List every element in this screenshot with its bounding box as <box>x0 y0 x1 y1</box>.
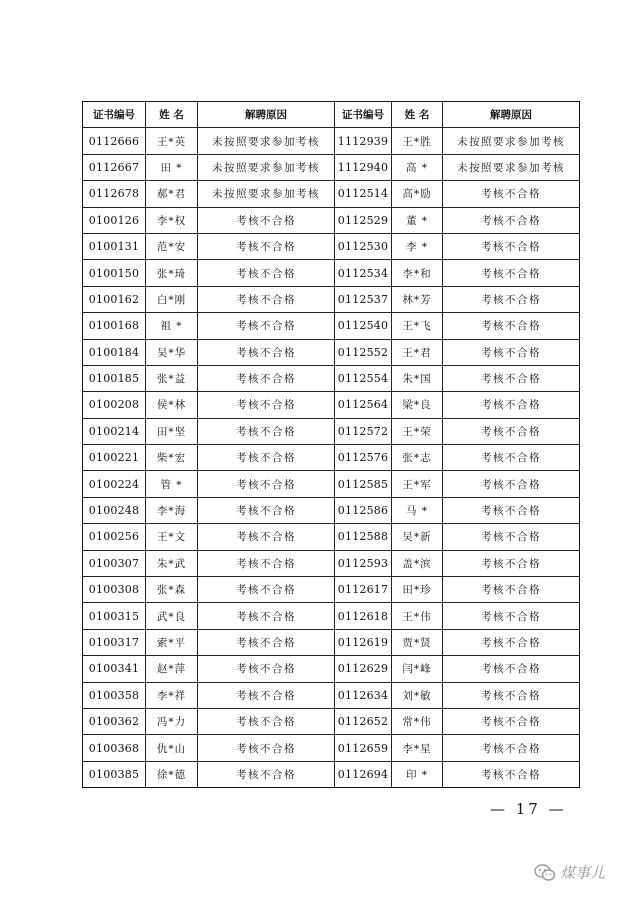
table-row <box>83 128 580 154</box>
name-cell: 张*森 <box>146 577 198 603</box>
table-body <box>83 128 580 788</box>
name-cell: 刘*敏 <box>392 682 443 708</box>
header-cert-no: 证书编号 <box>83 102 146 128</box>
table-row <box>83 418 580 444</box>
name-cell: 张*益 <box>146 365 198 391</box>
name-cell: 高 * <box>392 154 443 180</box>
cert-no-cell: 0112593 <box>335 550 392 576</box>
name-cell: 赵*萍 <box>146 656 198 682</box>
cert-no-cell: 0112678 <box>83 181 146 207</box>
name-cell: 朱*国 <box>392 365 443 391</box>
reason-cell: 考核不合格 <box>443 629 580 655</box>
cert-no-cell: 0100368 <box>83 735 146 761</box>
name-cell: 田 * <box>146 154 198 180</box>
reason-cell: 考核不合格 <box>198 735 335 761</box>
table-row <box>83 154 580 180</box>
name-cell: 范*安 <box>146 233 198 259</box>
cert-no-cell: 0100385 <box>83 761 146 787</box>
reason-cell: 考核不合格 <box>443 233 580 259</box>
name-cell: 李*星 <box>392 735 443 761</box>
cert-no-cell: 0112514 <box>335 181 392 207</box>
cert-no-cell: 0112552 <box>335 339 392 365</box>
name-cell: 王*文 <box>146 524 198 550</box>
reason-cell: 考核不合格 <box>198 339 335 365</box>
name-cell: 王*君 <box>392 339 443 365</box>
reason-cell: 考核不合格 <box>443 207 580 233</box>
cert-no-cell: 0100168 <box>83 313 146 339</box>
reason-cell: 未按照要求参加考核 <box>198 128 335 154</box>
cert-no-cell: 0100150 <box>83 260 146 286</box>
name-cell: 白*刚 <box>146 286 198 312</box>
cert-no-cell: 0100358 <box>83 682 146 708</box>
name-cell: 柴*宏 <box>146 445 198 471</box>
name-cell: 索*平 <box>146 629 198 655</box>
header-cert-no-right: 证书编号 <box>335 102 392 128</box>
cert-no-cell: 0100184 <box>83 339 146 365</box>
reason-cell: 考核不合格 <box>198 629 335 655</box>
table-row <box>83 392 580 418</box>
cert-no-cell: 0112564 <box>335 392 392 418</box>
cert-no-cell: 0112619 <box>335 629 392 655</box>
table-row <box>83 577 580 603</box>
reason-cell: 考核不合格 <box>198 497 335 523</box>
name-cell: 张*琦 <box>146 260 198 286</box>
reason-cell: 考核不合格 <box>443 260 580 286</box>
name-cell: 管 * <box>146 471 198 497</box>
reason-cell: 考核不合格 <box>198 233 335 259</box>
cert-no-cell: 0100308 <box>83 577 146 603</box>
name-cell: 李*权 <box>146 207 198 233</box>
table-row <box>83 761 580 787</box>
table-row <box>83 682 580 708</box>
name-cell: 梁*良 <box>392 392 443 418</box>
cert-no-cell: 0112530 <box>335 233 392 259</box>
cert-no-cell: 0112540 <box>335 313 392 339</box>
name-cell: 王*英 <box>146 128 198 154</box>
reason-cell: 考核不合格 <box>198 577 335 603</box>
reason-cell: 考核不合格 <box>198 418 335 444</box>
name-cell: 李*海 <box>146 497 198 523</box>
table-row <box>83 181 580 207</box>
cert-no-cell: 0112659 <box>335 735 392 761</box>
cert-no-cell: 0112694 <box>335 761 392 787</box>
cert-no-cell: 0112652 <box>335 708 392 734</box>
reason-cell: 考核不合格 <box>443 471 580 497</box>
reason-cell: 考核不合格 <box>443 524 580 550</box>
reason-cell: 考核不合格 <box>198 471 335 497</box>
cert-no-cell: 0100315 <box>83 603 146 629</box>
name-cell: 常*伟 <box>392 708 443 734</box>
cert-no-cell: 0112667 <box>83 154 146 180</box>
page-number: — 17 — <box>490 800 567 818</box>
table-row <box>83 524 580 550</box>
table-row <box>83 550 580 576</box>
reason-cell: 考核不合格 <box>198 708 335 734</box>
reason-cell: 考核不合格 <box>443 365 580 391</box>
reason-cell: 考核不合格 <box>198 524 335 550</box>
cert-no-cell: 0112666 <box>83 128 146 154</box>
reason-cell: 未按照要求参加考核 <box>443 128 580 154</box>
cert-no-cell: 0112586 <box>335 497 392 523</box>
cert-no-cell: 0100307 <box>83 550 146 576</box>
table-row <box>83 207 580 233</box>
watermark-text: 煤事儿 <box>560 864 606 882</box>
name-cell: 贾*贤 <box>392 629 443 655</box>
reason-cell: 考核不合格 <box>198 286 335 312</box>
wechat-icon <box>534 864 556 882</box>
cert-no-cell: 0112588 <box>335 524 392 550</box>
name-cell: 仇*山 <box>146 735 198 761</box>
cert-no-cell: 0112572 <box>335 418 392 444</box>
reason-cell: 考核不合格 <box>443 418 580 444</box>
name-cell: 吴*新 <box>392 524 443 550</box>
cert-no-cell: 0100256 <box>83 524 146 550</box>
reason-cell: 考核不合格 <box>198 550 335 576</box>
reason-cell: 考核不合格 <box>443 313 580 339</box>
cert-no-cell: 0100248 <box>83 497 146 523</box>
reason-cell: 考核不合格 <box>443 392 580 418</box>
name-cell: 朱*武 <box>146 550 198 576</box>
cert-no-cell: 0100208 <box>83 392 146 418</box>
name-cell: 武*良 <box>146 603 198 629</box>
cert-no-cell: 0100131 <box>83 233 146 259</box>
dismissal-roster-table <box>82 101 580 788</box>
reason-cell: 考核不合格 <box>443 497 580 523</box>
table-row <box>83 629 580 655</box>
cert-no-cell: 0112634 <box>335 682 392 708</box>
table-row <box>83 233 580 259</box>
reason-cell: 考核不合格 <box>198 682 335 708</box>
reason-cell: 考核不合格 <box>443 550 580 576</box>
cert-no-cell: 0100362 <box>83 708 146 734</box>
reason-cell: 考核不合格 <box>198 260 335 286</box>
cert-no-cell: 0112554 <box>335 365 392 391</box>
name-cell: 王*胜 <box>392 128 443 154</box>
cert-no-cell: 0112537 <box>335 286 392 312</box>
name-cell: 闫*峰 <box>392 656 443 682</box>
name-cell: 徐*德 <box>146 761 198 787</box>
name-cell: 王*荣 <box>392 418 443 444</box>
name-cell: 李*和 <box>392 260 443 286</box>
cert-no-cell: 0112618 <box>335 603 392 629</box>
reason-cell: 考核不合格 <box>443 656 580 682</box>
header-name: 姓 名 <box>146 102 198 128</box>
name-cell: 郝*君 <box>146 181 198 207</box>
name-cell: 王*军 <box>392 471 443 497</box>
reason-cell: 考核不合格 <box>443 339 580 365</box>
table-row <box>83 286 580 312</box>
name-cell: 李*祥 <box>146 682 198 708</box>
header-name-right: 姓 名 <box>392 102 443 128</box>
reason-cell: 考核不合格 <box>198 761 335 787</box>
name-cell: 王*伟 <box>392 603 443 629</box>
reason-cell: 考核不合格 <box>198 445 335 471</box>
table-row <box>83 445 580 471</box>
cert-no-cell: 0112529 <box>335 207 392 233</box>
name-cell: 马 * <box>392 497 443 523</box>
reason-cell: 考核不合格 <box>198 656 335 682</box>
header-reason-right: 解聘原因 <box>443 102 580 128</box>
reason-cell: 未按照要求参加考核 <box>198 181 335 207</box>
table-row <box>83 313 580 339</box>
reason-cell: 考核不合格 <box>198 392 335 418</box>
name-cell: 盖*滨 <box>392 550 443 576</box>
table-row <box>83 708 580 734</box>
watermark <box>534 862 605 883</box>
cert-no-cell: 0100317 <box>83 629 146 655</box>
name-cell: 祖 * <box>146 313 198 339</box>
reason-cell: 考核不合格 <box>443 577 580 603</box>
cert-no-cell: 0100221 <box>83 445 146 471</box>
reason-cell: 考核不合格 <box>198 365 335 391</box>
name-cell: 李 * <box>392 233 443 259</box>
cert-no-cell: 0112585 <box>335 471 392 497</box>
reason-cell: 考核不合格 <box>443 761 580 787</box>
reason-cell: 未按照要求参加考核 <box>443 154 580 180</box>
reason-cell: 未按照要求参加考核 <box>198 154 335 180</box>
table-row <box>83 365 580 391</box>
name-cell: 张*志 <box>392 445 443 471</box>
cert-no-cell: 0100126 <box>83 207 146 233</box>
table-row <box>83 339 580 365</box>
table-row <box>83 735 580 761</box>
header-reason: 解聘原因 <box>198 102 335 128</box>
cert-no-cell: 0112629 <box>335 656 392 682</box>
cert-no-cell: 0100341 <box>83 656 146 682</box>
cert-no-cell: 0112617 <box>335 577 392 603</box>
name-cell: 董 * <box>392 207 443 233</box>
name-cell: 田*珍 <box>392 577 443 603</box>
reason-cell: 考核不合格 <box>443 735 580 761</box>
reason-cell: 考核不合格 <box>443 181 580 207</box>
table-row <box>83 603 580 629</box>
cert-no-cell: 0112534 <box>335 260 392 286</box>
reason-cell: 考核不合格 <box>443 286 580 312</box>
name-cell: 侯*林 <box>146 392 198 418</box>
reason-cell: 考核不合格 <box>443 682 580 708</box>
cert-no-cell: 0112576 <box>335 445 392 471</box>
cert-no-cell: 0100185 <box>83 365 146 391</box>
name-cell: 冯*力 <box>146 708 198 734</box>
reason-cell: 考核不合格 <box>443 445 580 471</box>
reason-cell: 考核不合格 <box>443 708 580 734</box>
reason-cell: 考核不合格 <box>198 603 335 629</box>
table-row <box>83 471 580 497</box>
cert-no-cell: 1112940 <box>335 154 392 180</box>
cert-no-cell: 0100224 <box>83 471 146 497</box>
reason-cell: 考核不合格 <box>443 603 580 629</box>
table-row <box>83 656 580 682</box>
name-cell: 田*坚 <box>146 418 198 444</box>
table-header-row <box>83 102 580 128</box>
table-row <box>83 260 580 286</box>
table-row <box>83 497 580 523</box>
name-cell: 王*飞 <box>392 313 443 339</box>
name-cell: 吴*华 <box>146 339 198 365</box>
name-cell: 印 * <box>392 761 443 787</box>
cert-no-cell: 0100214 <box>83 418 146 444</box>
name-cell: 高*励 <box>392 181 443 207</box>
reason-cell: 考核不合格 <box>198 207 335 233</box>
cert-no-cell: 0100162 <box>83 286 146 312</box>
reason-cell: 考核不合格 <box>198 313 335 339</box>
cert-no-cell: 1112939 <box>335 128 392 154</box>
name-cell: 林*芳 <box>392 286 443 312</box>
